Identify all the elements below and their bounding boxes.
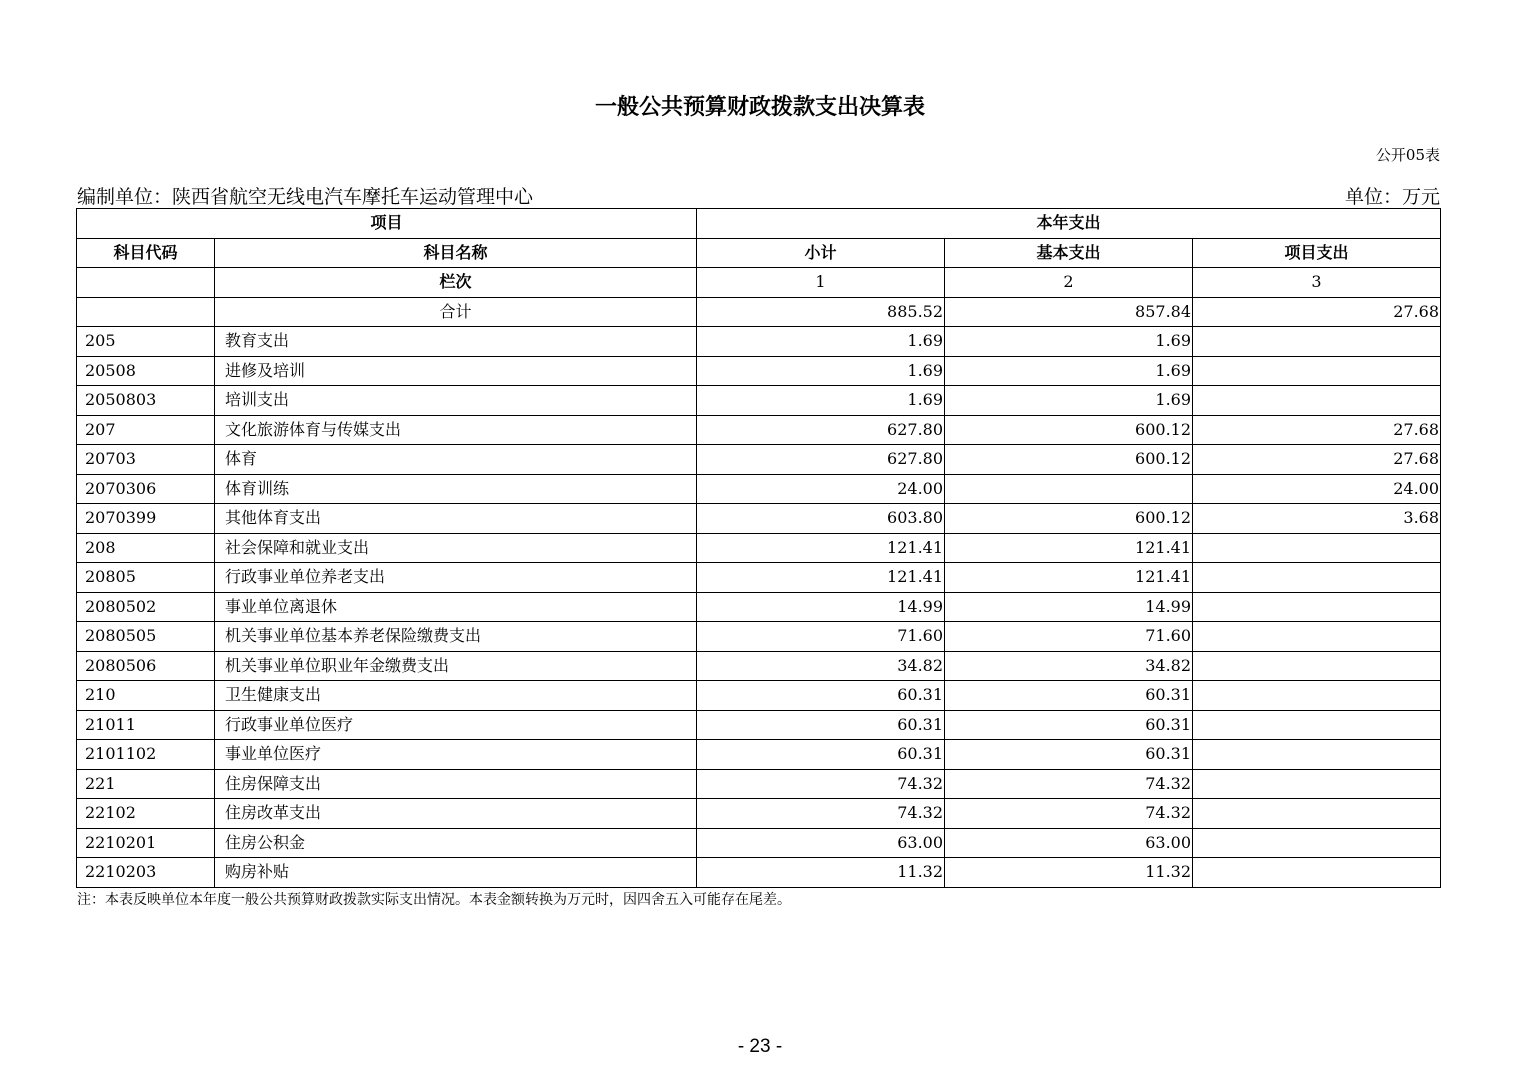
row-basic: 60.31 xyxy=(945,710,1193,740)
row-basic: 121.41 xyxy=(945,563,1193,593)
expenditure-table xyxy=(76,208,1441,888)
row-project xyxy=(1193,740,1441,770)
row-basic: 14.99 xyxy=(945,592,1193,622)
header-basic: 基本支出 xyxy=(945,238,1193,268)
table-row xyxy=(77,563,1441,593)
row-subtotal: 63.00 xyxy=(697,828,945,858)
row-name: 事业单位离退休 xyxy=(215,592,697,622)
table-row xyxy=(77,445,1441,475)
row-name: 住房改革支出 xyxy=(215,799,697,829)
row-basic: 34.82 xyxy=(945,651,1193,681)
row-subtotal: 627.80 xyxy=(697,445,945,475)
row-name: 机关事业单位基本养老保险缴费支出 xyxy=(215,622,697,652)
table-row xyxy=(77,327,1441,357)
header-name: 科目名称 xyxy=(215,238,697,268)
org-label: 编制单位：陕西省航空无线电汽车摩托车运动管理中心 xyxy=(77,186,534,208)
table-row xyxy=(77,740,1441,770)
row-name: 进修及培训 xyxy=(215,356,697,386)
row-project xyxy=(1193,651,1441,681)
row-name: 社会保障和就业支出 xyxy=(215,533,697,563)
column-index-1: 1 xyxy=(697,268,945,298)
total-label: 合计 xyxy=(215,297,697,327)
table-row xyxy=(77,592,1441,622)
row-project xyxy=(1193,828,1441,858)
table-row xyxy=(77,504,1441,534)
row-basic: 1.69 xyxy=(945,327,1193,357)
table-row xyxy=(77,622,1441,652)
row-basic: 600.12 xyxy=(945,445,1193,475)
row-code: 2080502 xyxy=(77,592,215,622)
total-project: 27.68 xyxy=(1193,297,1441,327)
row-project: 24.00 xyxy=(1193,474,1441,504)
row-basic: 71.60 xyxy=(945,622,1193,652)
header-code: 科目代码 xyxy=(77,238,215,268)
row-name: 其他体育支出 xyxy=(215,504,697,534)
unit-label: 单位：万元 xyxy=(1344,186,1440,208)
column-index-2: 2 xyxy=(945,268,1193,298)
row-code: 20508 xyxy=(77,356,215,386)
row-subtotal: 24.00 xyxy=(697,474,945,504)
row-subtotal: 627.80 xyxy=(697,415,945,445)
row-basic: 11.32 xyxy=(945,858,1193,888)
row-code: 210 xyxy=(77,681,215,711)
row-name: 体育 xyxy=(215,445,697,475)
row-subtotal: 60.31 xyxy=(697,681,945,711)
table-row xyxy=(77,858,1441,888)
row-subtotal: 34.82 xyxy=(697,651,945,681)
row-subtotal: 74.32 xyxy=(697,799,945,829)
header-project-expense: 项目支出 xyxy=(1193,238,1441,268)
row-subtotal: 1.69 xyxy=(697,327,945,357)
table-row xyxy=(77,799,1441,829)
row-code: 21011 xyxy=(77,710,215,740)
row-basic: 1.69 xyxy=(945,356,1193,386)
row-name: 教育支出 xyxy=(215,327,697,357)
row-project xyxy=(1193,710,1441,740)
row-code: 221 xyxy=(77,769,215,799)
table-row xyxy=(77,710,1441,740)
table-row xyxy=(77,651,1441,681)
row-subtotal: 1.69 xyxy=(697,356,945,386)
table-row xyxy=(77,681,1441,711)
row-code: 20703 xyxy=(77,445,215,475)
row-code: 2070306 xyxy=(77,474,215,504)
row-code: 20805 xyxy=(77,563,215,593)
row-code: 2050803 xyxy=(77,386,215,416)
column-index-empty xyxy=(77,268,215,298)
header-row-1 xyxy=(77,209,1441,239)
total-row xyxy=(77,297,1441,327)
column-index-label: 栏次 xyxy=(215,268,697,298)
total-basic: 857.84 xyxy=(945,297,1193,327)
column-index-3: 3 xyxy=(1193,268,1441,298)
row-project xyxy=(1193,386,1441,416)
row-basic: 121.41 xyxy=(945,533,1193,563)
row-basic: 60.31 xyxy=(945,681,1193,711)
header-subtotal: 小计 xyxy=(697,238,945,268)
row-subtotal: 14.99 xyxy=(697,592,945,622)
row-project xyxy=(1193,327,1441,357)
row-subtotal: 11.32 xyxy=(697,858,945,888)
row-name: 住房公积金 xyxy=(215,828,697,858)
header-current-year: 本年支出 xyxy=(697,209,1441,239)
row-project xyxy=(1193,563,1441,593)
table-row xyxy=(77,828,1441,858)
row-basic: 600.12 xyxy=(945,415,1193,445)
row-name: 卫生健康支出 xyxy=(215,681,697,711)
row-name: 体育训练 xyxy=(215,474,697,504)
row-basic xyxy=(945,474,1193,504)
table-row xyxy=(77,415,1441,445)
row-name: 行政事业单位医疗 xyxy=(215,710,697,740)
table-row xyxy=(77,356,1441,386)
row-project: 3.68 xyxy=(1193,504,1441,534)
row-project xyxy=(1193,799,1441,829)
row-subtotal: 60.31 xyxy=(697,740,945,770)
footnote: 注：本表反映单位本年度一般公共预算财政拨款实际支出情况。本表金额转换为万元时，因四舍五入可能存在尾差。 xyxy=(77,892,791,908)
table-row xyxy=(77,769,1441,799)
row-subtotal: 71.60 xyxy=(697,622,945,652)
table-row xyxy=(77,386,1441,416)
row-project: 27.68 xyxy=(1193,415,1441,445)
row-project xyxy=(1193,769,1441,799)
row-project xyxy=(1193,592,1441,622)
row-subtotal: 603.80 xyxy=(697,504,945,534)
row-project xyxy=(1193,858,1441,888)
row-name: 机关事业单位职业年金缴费支出 xyxy=(215,651,697,681)
row-project xyxy=(1193,622,1441,652)
row-name: 住房保障支出 xyxy=(215,769,697,799)
row-name: 培训支出 xyxy=(215,386,697,416)
total-subtotal: 885.52 xyxy=(697,297,945,327)
row-code: 2080506 xyxy=(77,651,215,681)
total-code xyxy=(77,297,215,327)
row-basic: 63.00 xyxy=(945,828,1193,858)
header-row-3 xyxy=(77,268,1441,298)
row-basic: 600.12 xyxy=(945,504,1193,534)
row-code: 2080505 xyxy=(77,622,215,652)
row-project xyxy=(1193,533,1441,563)
row-code: 207 xyxy=(77,415,215,445)
table-row xyxy=(77,474,1441,504)
row-name: 文化旅游体育与传媒支出 xyxy=(215,415,697,445)
row-code: 22102 xyxy=(77,799,215,829)
row-project xyxy=(1193,681,1441,711)
row-basic: 74.32 xyxy=(945,799,1193,829)
table-row xyxy=(77,533,1441,563)
row-project: 27.68 xyxy=(1193,445,1441,475)
row-code: 205 xyxy=(77,327,215,357)
row-basic: 60.31 xyxy=(945,740,1193,770)
header-project: 项目 xyxy=(77,209,697,239)
header-row-2 xyxy=(77,238,1441,268)
page-number: - 23 - xyxy=(737,1036,783,1057)
form-number: 公开05表 xyxy=(1375,146,1440,164)
row-code: 2101102 xyxy=(77,740,215,770)
page-title: 一般公共预算财政拨款支出决算表 xyxy=(594,95,925,120)
row-code: 2210203 xyxy=(77,858,215,888)
row-subtotal: 121.41 xyxy=(697,563,945,593)
row-subtotal: 121.41 xyxy=(697,533,945,563)
row-name: 行政事业单位养老支出 xyxy=(215,563,697,593)
row-code: 2210201 xyxy=(77,828,215,858)
row-code: 2070399 xyxy=(77,504,215,534)
row-name: 购房补贴 xyxy=(215,858,697,888)
row-subtotal: 1.69 xyxy=(697,386,945,416)
row-project xyxy=(1193,356,1441,386)
row-basic: 1.69 xyxy=(945,386,1193,416)
row-basic: 74.32 xyxy=(945,769,1193,799)
row-code: 208 xyxy=(77,533,215,563)
row-subtotal: 74.32 xyxy=(697,769,945,799)
row-name: 事业单位医疗 xyxy=(215,740,697,770)
row-subtotal: 60.31 xyxy=(697,710,945,740)
